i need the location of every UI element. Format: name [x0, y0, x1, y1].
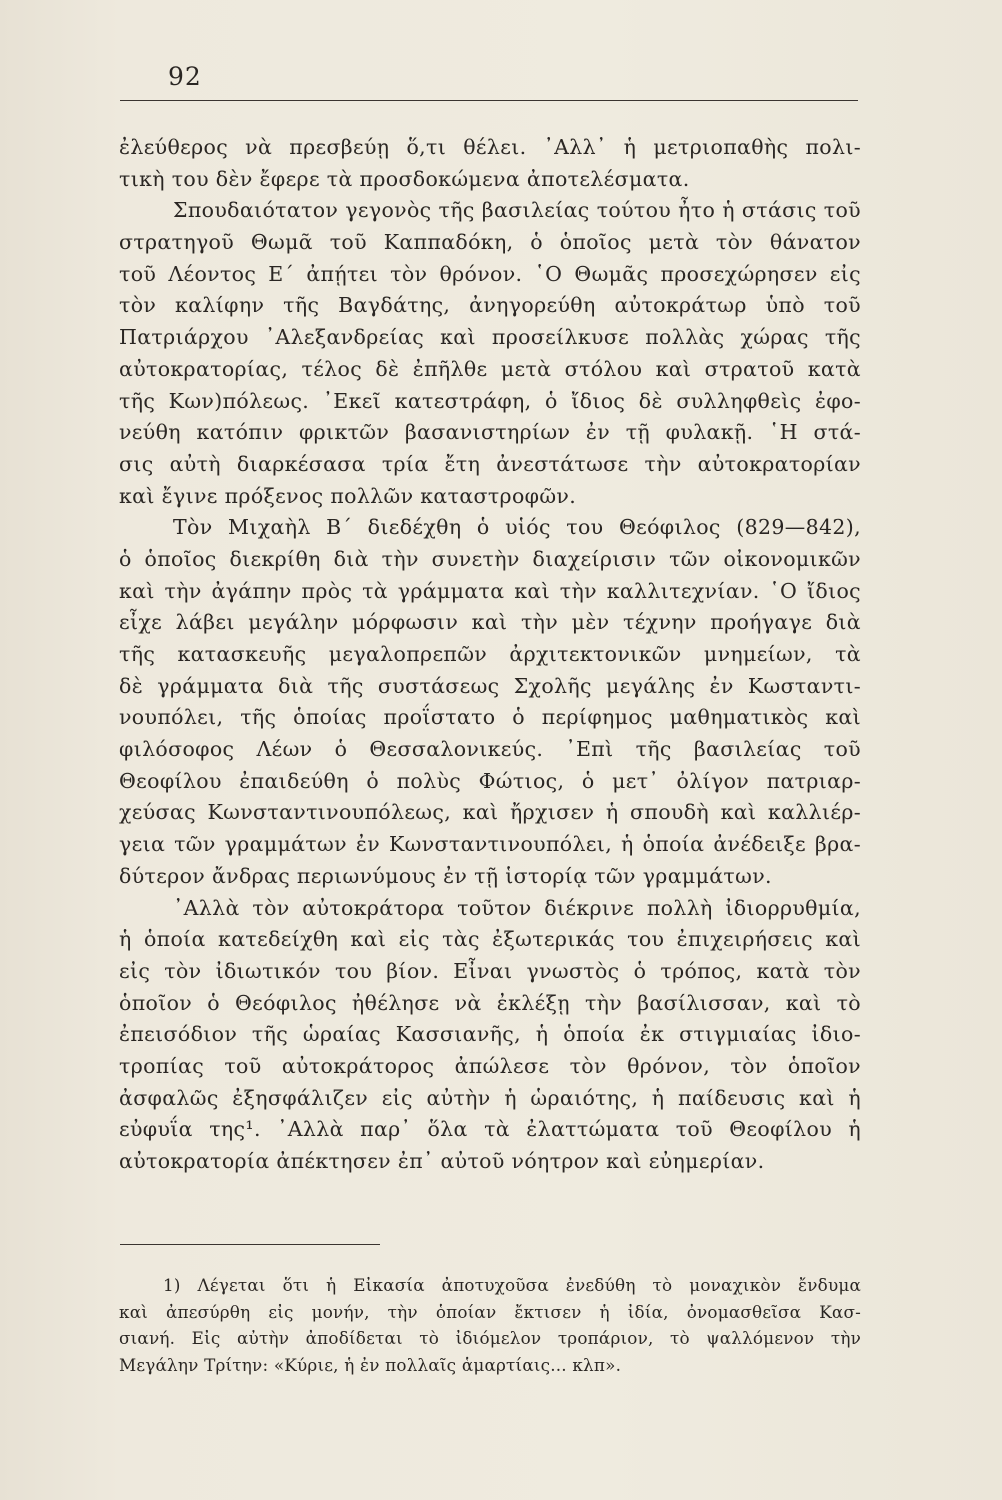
- text-line: ἡ ὁποία κατεδείχθη καὶ εἰς τὰς ἐξωτερικάς του ἐπιχειρήσεις καὶ: [119, 927, 861, 952]
- text-line: τὸν καλίφην τῆς Βαγδάτης, ἀνηγορεύθη αὐτοκράτωρ ὑπὸ τοῦ: [119, 293, 861, 318]
- text-line: νεύθη κατόπιν φρικτῶν βασανιστηρίων ἐν τῇ φυλακῇ. ῾Η στά-: [119, 420, 861, 445]
- text-line: εἰς τὸν ἰδιωτικόν του βίον. Εἶναι γνωστὸς ὁ τρόπος, κατὰ τὸν: [119, 958, 861, 983]
- text-line: σις αὐτὴ διαρκέσασα τρία ἔτη ἀνεστάτωσε τὴν αὐτοκρατορίαν: [119, 451, 861, 476]
- text-line: νουπόλει, τῆς ὁποίας προΐστατο ὁ περίφημος μαθηματικὸς καὶ: [119, 705, 861, 730]
- text-line: φιλόσοφος Λέων ὁ Θεσσαλονικεύς. ᾿Επὶ τῆς βασιλείας τοῦ: [119, 737, 861, 762]
- text-line: γεια τῶν γραμμάτων ἐν Κωνσταντινουπόλει, ἡ ὁποία ἀνέδειξε βρα-: [119, 832, 861, 857]
- text-line: καὶ ἔγινε πρόξενος πολλῶν καταστροφῶν.: [119, 483, 577, 508]
- header-rule: [120, 100, 858, 101]
- footnote-line: Μεγάλην Τρίτην: «Κύριε, ἡ ἐν πολλαῖς ἁμαρτίαις... κλπ».: [119, 1354, 622, 1375]
- text-line: αὐτοκρατορία ἀπέκτησεν ἐπ᾿ αὐτοῦ νόητρον καὶ εὐημερίαν.: [119, 1149, 765, 1173]
- text-line: Πατριάρχου ᾿Αλεξανδρείας καὶ προσείλκυσε πολλὰς χώρας τῆς: [119, 325, 861, 350]
- text-line: τοῦ Λέοντος Ε΄ ἀπῄτει τὸν θρόνον. ῾Ο Θωμᾶς προσεχώρησεν εἰς: [119, 261, 861, 286]
- text-line: χεύσας Κωνσταντινουπόλεως, καὶ ἤρχισεν ἡ σπουδὴ καὶ καλλιέρ-: [119, 800, 861, 825]
- page-number: 92: [168, 62, 202, 91]
- text-line: εὐφυΐα της¹. ᾿Αλλὰ παρ᾿ ὅλα τὰ ἐλαττώματα τοῦ Θεοφίλου ἡ: [119, 1117, 861, 1142]
- text-line: ἀσφαλῶς ἐξησφάλιζεν εἰς αὐτὴν ἡ ὡραιότης, ἡ παίδευσις καὶ ἡ: [119, 1085, 861, 1110]
- body-text: [119, 132, 861, 1178]
- text-line: δὲ γράμματα διὰ τῆς συστάσεως Σχολῆς μεγάλης ἐν Κωσταντι-: [119, 673, 861, 698]
- text-line: δύτερον ἄνδρας περιωνύμους ἐν τῇ ἱστορίᾳ τῶν γραμμάτων.: [119, 863, 772, 888]
- text-line: εἶχε λάβει μεγάλην μόρφωσιν καὶ τὴν μὲν τέχνην προήγαγε διὰ: [119, 610, 861, 635]
- text-line: Τὸν Μιχαὴλ Β΄ διεδέχθη ὁ υἱός του Θεόφιλος (829—842),: [173, 515, 861, 540]
- text-line: ᾿Αλλὰ τὸν αὐτοκράτορα τοῦτον διέκρινε πολλὴ ἰδιορρυθμία,: [173, 895, 861, 920]
- text-line: ὁ ὁποῖος διεκρίθη διὰ τὴν συνετὴν διαχείρισιν τῶν οἰκονομικῶν: [119, 546, 861, 571]
- footnote: [119, 1272, 861, 1378]
- text-line: τῆς κατασκευῆς μεγαλοπρεπῶν ἀρχιτεκτονικῶν μνημείων, τὰ: [119, 642, 861, 666]
- text-line: ὁποῖον ὁ Θεόφιλος ἠθέλησε νὰ ἐκλέξῃ τὴν βασίλισσαν, καὶ τὸ: [119, 990, 861, 1015]
- text-line: Θεοφίλου ἐπαιδεύθη ὁ πολὺς Φώτιος, ὁ μετ᾿ ὀλίγον πατριαρ-: [119, 768, 861, 793]
- footnote-rule: [120, 1244, 380, 1245]
- text-line: ἐπεισόδιον τῆς ὡραίας Κασσιανῆς, ἡ ὁποία ἐκ στιγμιαίας ἰδιο-: [119, 1022, 861, 1047]
- text-line: τῆς Κων)πόλεως. ᾿Εκεῖ κατεστράφη, ὁ ἴδιος δὲ συλληφθεὶς ἐφο-: [119, 388, 861, 413]
- text-line: Σπουδαιότατον γεγονὸς τῆς βασιλείας τούτου ἦτο ἡ στάσις τοῦ: [173, 198, 861, 223]
- text-line: τικὴ του δὲν ἔφερε τὰ προσδοκώμενα ἀποτελέσματα.: [119, 166, 690, 191]
- text-line: τροπίας τοῦ αὐτοκράτορος ἀπώλεσε τὸν θρόνον, τὸν ὁποῖον: [119, 1053, 861, 1078]
- footnote-line: καὶ ἀπεσύρθη εἰς μονήν, τὴν ὁποίαν ἔκτισεν ἡ ἰδία, ὀνομασθεῖσα Κασ-: [119, 1301, 861, 1322]
- text-line: καὶ τὴν ἀγάπην πρὸς τὰ γράμματα καὶ τὴν καλλιτεχνίαν. ῾Ο ἴδιος: [119, 578, 861, 603]
- footnote-line: 1) Λέγεται ὅτι ἡ Εἰκασία ἀποτυχοῦσα ἐνεδύθη τὸ μοναχικὸν ἔνδυμα: [163, 1275, 861, 1295]
- text-line: ἐλεύθερος νὰ πρεσβεύῃ ὅ,τι θέλει. ᾿Αλλ᾿ ἡ μετριοπαθὴς πολι-: [119, 135, 861, 159]
- footnote-line: σιανή. Εἰς αὐτὴν ἀποδίδεται τὸ ἰδιόμελον τροπάριον, τὸ ψαλλόμενον τὴν: [119, 1328, 861, 1348]
- text-line: αὐτοκρατορίας, τέλος δὲ ἐπῆλθε μετὰ στόλου καὶ στρατοῦ κατὰ: [119, 356, 861, 381]
- text-line: στρατηγοῦ Θωμᾶ τοῦ Καππαδόκη, ὁ ὁποῖος μετὰ τὸν θάνατον: [119, 230, 861, 255]
